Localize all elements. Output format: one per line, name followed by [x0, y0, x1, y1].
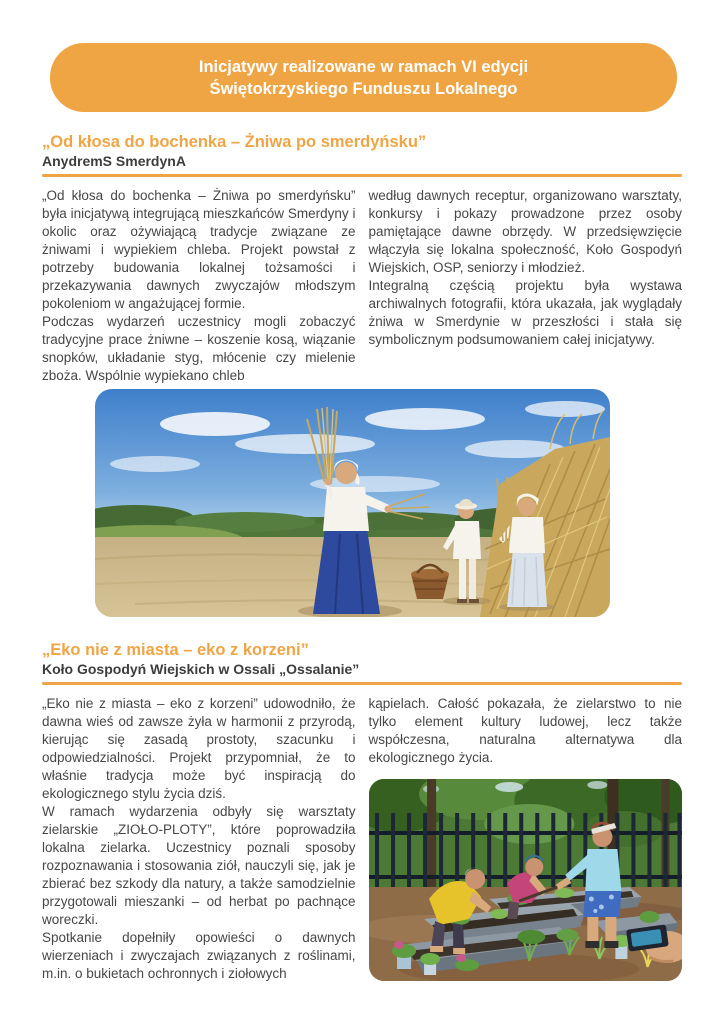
paragraph: Spotkanie dopełniły opowieści o dawnych wierzeniach i zwyczajach związanych z roślinami, m.in. o bukietach ochronnych i ziołowych: [42, 930, 356, 981]
section-subtitle: Koło Gospodyń Wiejskich w Ossali „Ossalanie”: [42, 661, 360, 677]
section-title: „Od kłosa do bochenka – Żniwa po smerdyńsku”: [42, 133, 427, 151]
banner-title-line2: Świętokrzyskiego Funduszu Lokalnego: [209, 79, 518, 98]
paragraph: W ramach wydarzenia odbyły się warsztaty zielarskie „ZIOŁO-PLOTY”, które poprowadziła lokalna zielarka. Uczestnicy poznali sposoby rozpoznawania i stosowania ziół, nauczyli się, jak je zbierać bez szkody dla natury, a także samodzielnie przygotowali mieszanki – od herbat po pachnące woreczki.: [42, 804, 356, 927]
text-column-left: [42, 695, 356, 983]
header-banner: [50, 43, 677, 112]
section-divider: [42, 682, 682, 685]
harvest-photo-illustration: [95, 389, 610, 617]
paragraph: „Od kłosa do bochenka – Żniwa po smerdyńsku” była inicjatywą integrującą mieszkańców Smerdyny i okolic oraz ożywiającą tradycje związane ze żniwami i wypiekiem chleba. Projekt powstał z potrzeby budowania lokalnej tożsamości i przekazywania dawnych zwyczajów młodszym pokoleniom w angażującej formie.: [42, 188, 356, 311]
section-title: „Eko nie z miasta – eko z korzeni”: [42, 641, 309, 659]
text-column-right: [369, 187, 683, 385]
paragraph: kąpielach. Całość pokazała, że zielarstwo to nie tylko element kultury ludowej, lecz także współczesna, naturalna alternatywa dla ekologicznego życia.: [368, 696, 682, 765]
section-harvest: [42, 133, 682, 385]
text-column-left: [42, 187, 356, 385]
garden-photo-illustration: [369, 779, 683, 981]
two-column-text: [42, 187, 682, 385]
section-subtitle: AnydremS SmerdynA: [42, 153, 186, 169]
paragraph: Integralną częścią projektu była wystawa archiwalnych fotografii, która ukazała, jak wyglądały żniwa w Smerdynie w przeszłości i stała się symbolicznym podsumowaniem całej inicjatywy.: [368, 278, 682, 347]
banner-title-line1: Inicjatywy realizowane w ramach VI edycji: [198, 57, 529, 76]
text-column-right: [369, 695, 683, 983]
garden-photo: [369, 779, 683, 981]
paragraph: „Eko nie z miasta – eko z korzeni” udowodniło, że dawna wieś od zawsze żyła w harmonii z przyrodą, kierując się zasadą prostoty, szacunku i odpowiedzialności. Projekt przypomniał, że to właśnie tradycja może być inspiracją do ekologicznego stylu życia dziś.: [42, 696, 356, 801]
section-eco: [42, 641, 682, 983]
paragraph: Podczas wydarzeń uczestnicy mogli zobaczyć tradycyjne prace żniwne – koszenie kosą, wiązanie snopków, układanie styg, młócenie czy mielenie zboża. Wspólnie wypiekano chleb: [42, 314, 356, 383]
section-divider: [42, 174, 682, 177]
paragraph: według dawnych receptur, organizowano warsztaty, konkursy i pokazy prowadzone przez osoby pamiętające dawne obrzędy. W przedsięwzięcie włączyła się lokalna społeczność, Koło Gospodyń Wiejskich, OSP, seniorzy i młodzież.: [368, 188, 682, 275]
two-column-text: [42, 695, 682, 983]
harvest-photo: [95, 389, 610, 617]
